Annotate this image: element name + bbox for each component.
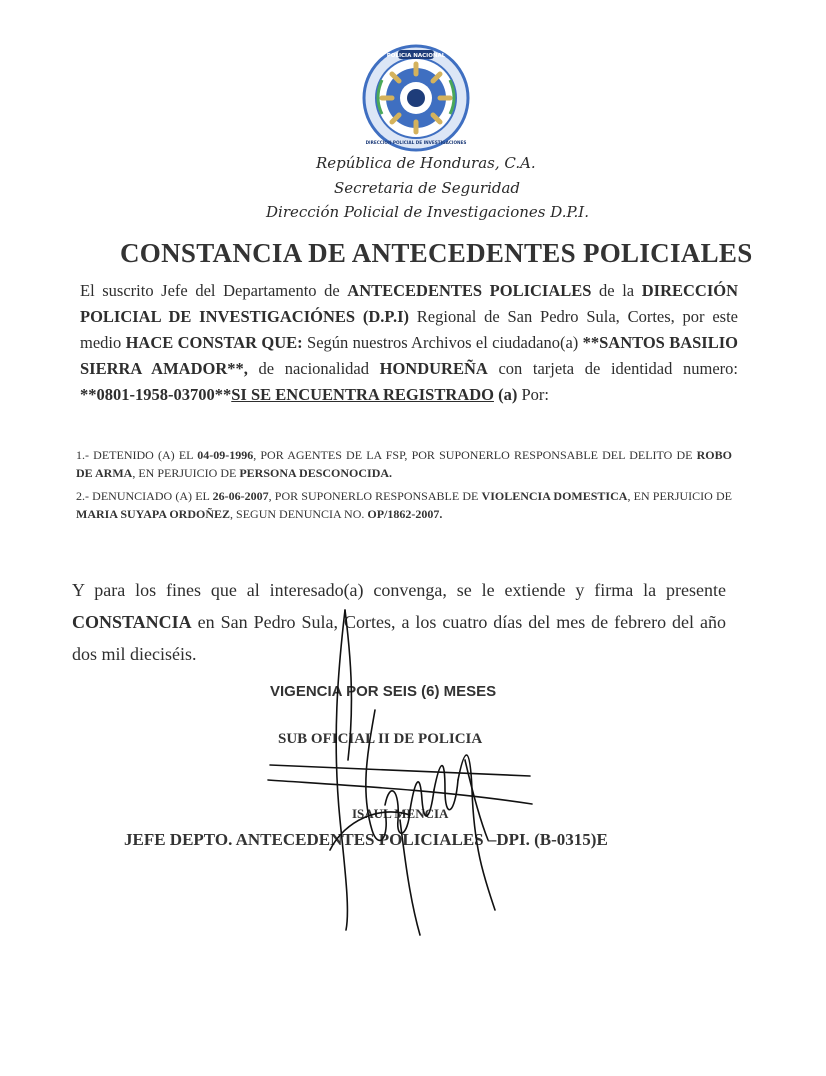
body-text: Por: [517, 385, 549, 404]
signatory-name: ISAUL MENCIA [352, 806, 449, 821]
record-offense: ROBO DE ARMA [76, 448, 732, 480]
body-text: de nacionalidad [247, 359, 380, 378]
body-bold: HACE CONSTAR QUE: [125, 333, 303, 352]
record-text: , SEGUN DENUNCIA NO. [230, 507, 368, 521]
closing-text: Y para los fines que al interesado(a) convenga, se le extiende y firma la presente [72, 580, 726, 600]
complaint-number: OP/1862-2007. [367, 507, 443, 521]
record-victim: MARIA SUYAPA ORDOÑEZ [76, 507, 231, 521]
record-text: , EN PERJUICIO DE [132, 466, 240, 480]
body-text: Según nuestros Archivos el ciudadano(a) [302, 333, 583, 352]
record-item-2 [76, 487, 732, 523]
svg-text:POLICIA NACIONAL: POLICIA NACIONAL [386, 53, 446, 59]
record-date: 04-09-1996 [197, 448, 254, 462]
validity-notice: VIGENCIA POR SEIS (6) MESES [270, 683, 497, 700]
record-offense: VIOLENCIA DOMESTICA [481, 489, 628, 503]
police-seal-logo [362, 44, 470, 152]
record-text: , EN PERJUICIO DE [627, 489, 732, 503]
body-text: El suscrito Jefe del Departamento de [80, 281, 348, 300]
record-text: 1.- DETENIDO (A) EL [76, 448, 198, 462]
certificate-body [80, 278, 738, 408]
body-text: de la [591, 281, 642, 300]
signatory-position: JEFE DEPTO. ANTECEDENTES POLICIALES –DPI. (B-0315)E [124, 830, 608, 849]
header-department: Dirección Policial de Investigaciones D.P.I. [266, 203, 590, 221]
body-text: con tarjeta de identidad numero: [487, 359, 738, 378]
document-title: CONSTANCIA DE ANTECEDENTES POLICIALES [120, 238, 753, 268]
closing-bold: CONSTANCIA [72, 612, 192, 632]
body-text: Regional de San Pedro Sula, Cortes, por este medio [80, 307, 738, 352]
body-bold: (a) [493, 385, 518, 404]
registered-status: SI SE ENCUENTRA REGISTRADO [231, 385, 494, 404]
record-victim: PERSONA DESCONOCIDA. [239, 466, 393, 480]
body-bold: ANTECEDENTES POLICIALES [347, 281, 592, 300]
signatory-rank: SUB OFICIAL II DE POLICIA [278, 731, 483, 747]
handwritten-signature [250, 590, 550, 950]
body-bold: DIRECCIÓN POLICIAL DE INVESTIGACIÓNES (D.P.I) [80, 281, 738, 326]
nationality: HONDUREÑA [379, 359, 488, 378]
header-ministry: Secretaria de Seguridad [334, 179, 521, 197]
record-date: 26-06-2007 [212, 489, 269, 503]
record-text: 2.- DENUNCIADO (A) EL [76, 489, 213, 503]
citizen-name: **SANTOS BASILIO SIERRA AMADOR**, [80, 333, 738, 378]
record-text: , POR AGENTES DE LA FSP, POR SUPONERLO RESPONSABLE DEL DELITO DE [253, 448, 697, 462]
id-number: **0801-1958-03700** [80, 385, 232, 404]
closing-text: en San Pedro Sula, Cortes, a los cuatro días del mes de febrero del año dos mil dieciséis. [72, 612, 726, 664]
header-country: República de Honduras, C.A. [316, 154, 536, 172]
svg-text:DIRECCION POLICIAL DE INVESTIG: DIRECCION POLICIAL DE INVESTIGACIONES [365, 140, 467, 145]
record-text: , POR SUPONERLO RESPONSABLE DE [268, 489, 482, 503]
record-item-1 [76, 446, 732, 482]
